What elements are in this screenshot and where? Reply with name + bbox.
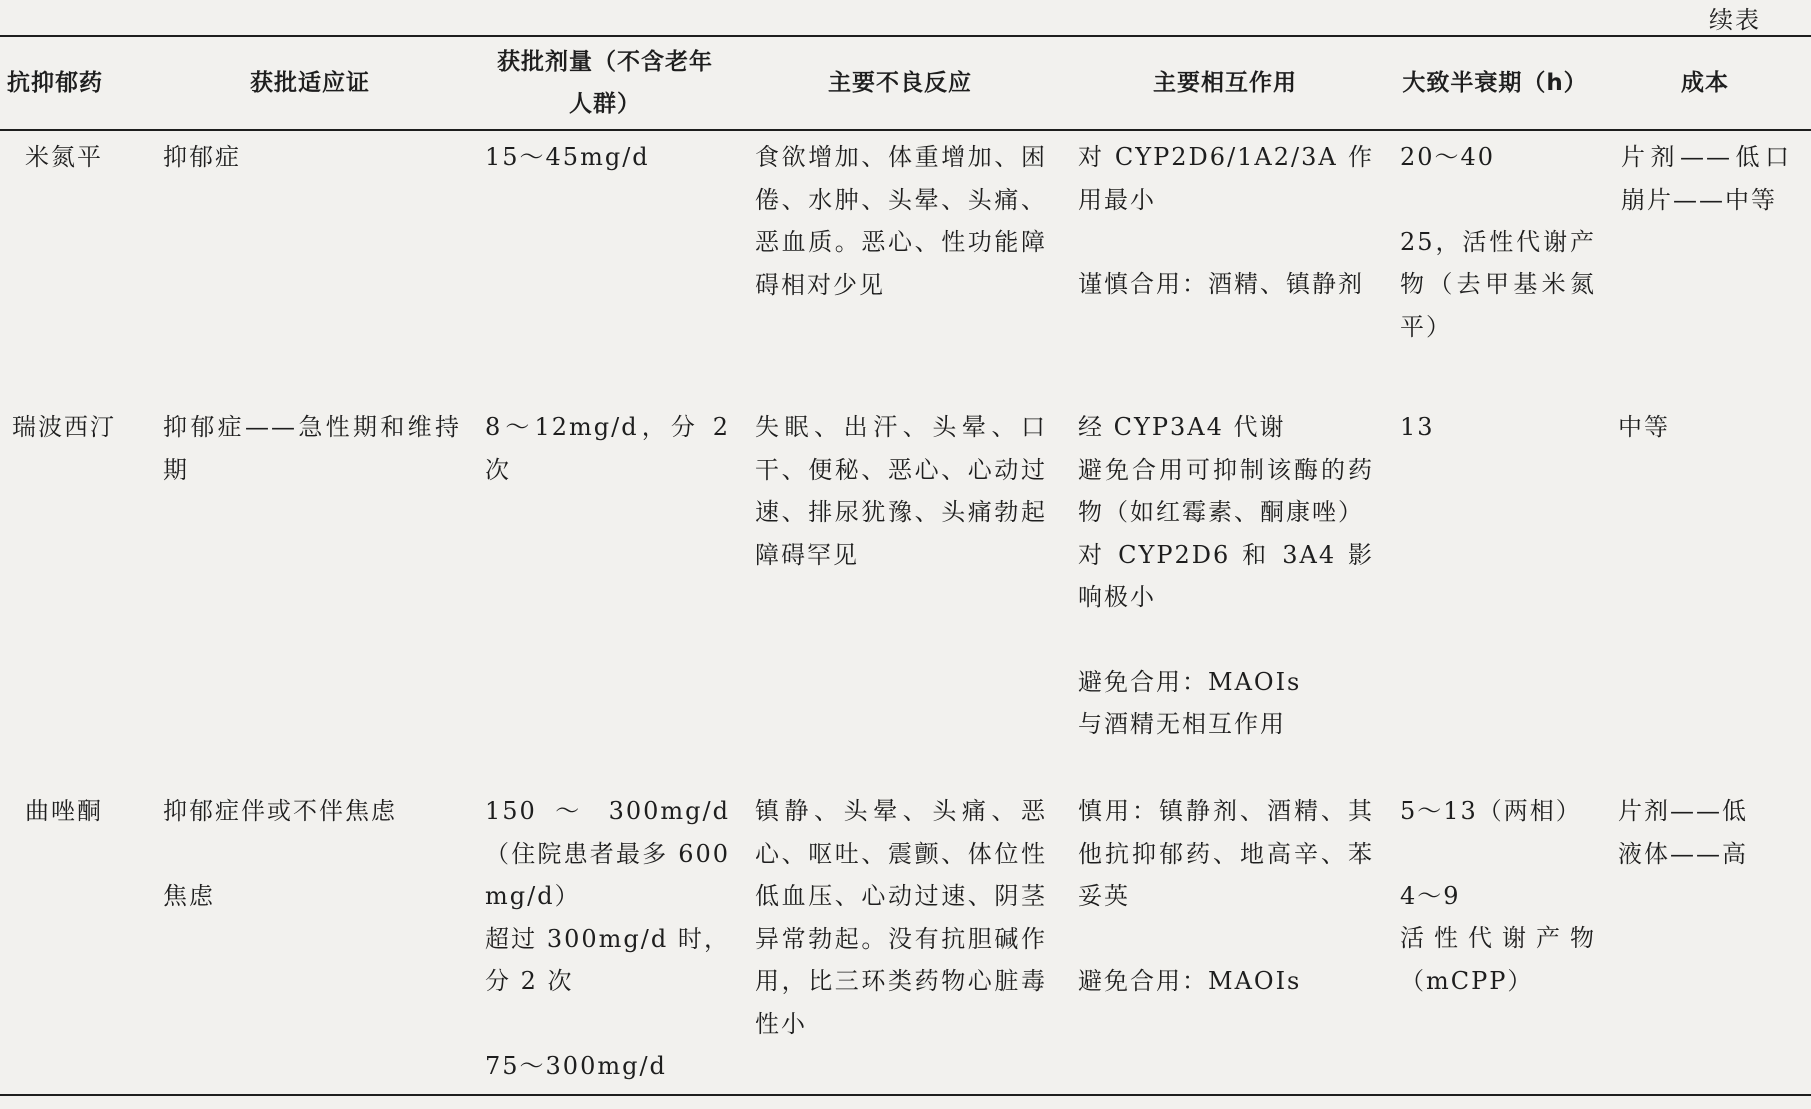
header-cost: 成本 — [1681, 69, 1729, 96]
row3-halflife-2: 4～9 — [1400, 881, 1461, 910]
row2-interaction-5: 与酒精无相互作用 — [1078, 710, 1286, 738]
row3-dose-1: 150 ～ 300mg/d（住院患者最多 600mg/d） — [485, 797, 730, 910]
row3-interaction-1: 慎用：镇静剂、酒精、其他抗抑郁药、地高辛、苯妥英 — [1078, 797, 1374, 910]
row1-dose: 15～45mg/d — [485, 143, 650, 171]
row3-dose-2: 超过 300mg/d 时，分 2 次 — [485, 924, 730, 995]
header-interaction: 主要相互作用 — [1153, 69, 1297, 96]
row3-halflife — [1400, 790, 1596, 1002]
row2-interaction-1: 经 CYP3A4 代谢 — [1078, 413, 1286, 441]
row1-interaction-1: 对 CYP2D6/1A2/3A 作用最小 — [1078, 143, 1374, 214]
row3-cost-2: 液体——高 — [1618, 839, 1748, 868]
header-halflife: 大致半衰期（h） — [1402, 69, 1588, 96]
row3-halflife-1: 5～13（两相） — [1400, 797, 1582, 825]
row1-halflife-2: 25，活性代谢产物（去甲基米氮平） — [1400, 227, 1596, 341]
header-drug: 抗抑郁药 — [7, 69, 103, 96]
row1-interaction-2: 谨慎合用：酒精、镇静剂 — [1078, 270, 1364, 298]
row2-interaction-3: 对 CYP2D6 和 3A4 影响极小 — [1078, 540, 1374, 611]
row3-dose — [485, 790, 730, 1087]
row3-indication-2: 焦虑 — [163, 881, 215, 910]
row2-cost: 中等 — [1618, 413, 1670, 441]
continued-label: 续表 — [1709, 6, 1761, 34]
header-adverse: 主要不良反应 — [828, 69, 972, 96]
row3-adverse: 镇静、头晕、头痛、恶心、呕吐、震颤、体位性低血压、心动过速、阴茎异常勃起。没有抗胆碱作用，比三环类药物心脏毒性小 — [755, 797, 1047, 1038]
row2-halflife: 13 — [1400, 413, 1435, 441]
row2-adverse: 失眠、出汗、头晕、口干、便秘、恶心、心动过速、排尿犹豫、头痛勃起障碍罕见 — [755, 413, 1047, 569]
header-dose: 获批剂量（不含老年人群） — [497, 48, 713, 117]
row3-drug: 曲唑酮 — [25, 797, 103, 825]
row1-cost: 片剂——低口崩片——中等 — [1621, 143, 1791, 214]
row1-interaction — [1078, 136, 1374, 306]
row3-cost-1: 片剂——低 — [1618, 797, 1748, 825]
row2-dose: 8～12mg/d，分 2 次 — [485, 413, 730, 484]
row3-indication-1: 抑郁症伴或不伴焦虑 — [163, 797, 397, 825]
row3-indication — [163, 790, 463, 917]
row3-interaction-2: 避免合用：MAOIs — [1078, 966, 1302, 995]
row2-indication: 抑郁症——急性期和维持期 — [163, 413, 461, 484]
row3-cost — [1618, 790, 1788, 875]
row1-halflife-1: 20～40 — [1400, 143, 1496, 171]
row3-interaction — [1078, 790, 1374, 1002]
table-header-rule — [0, 129, 1811, 131]
row2-interaction — [1078, 406, 1374, 746]
row1-drug: 米氮平 — [25, 143, 103, 171]
row1-indication: 抑郁症 — [163, 143, 241, 171]
row3-dose-3: 75～300mg/d — [485, 1051, 667, 1080]
row1-halflife — [1400, 136, 1596, 348]
table-bottom-rule — [0, 1094, 1811, 1096]
row3-halflife-3: 活性代谢产物（mCPP） — [1400, 924, 1596, 995]
row2-drug: 瑞波西汀 — [12, 413, 116, 441]
row2-interaction-2: 避免合用可抑制该酶的药物（如红霉素、酮康唑） — [1078, 455, 1374, 526]
row2-interaction-4: 避免合用：MAOIs — [1078, 667, 1302, 696]
row1-adverse: 食欲增加、体重增加、困倦、水肿、头晕、头痛、恶血质。恶心、性功能障碍相对少见 — [755, 143, 1047, 299]
header-indication: 获批适应证 — [250, 69, 370, 96]
